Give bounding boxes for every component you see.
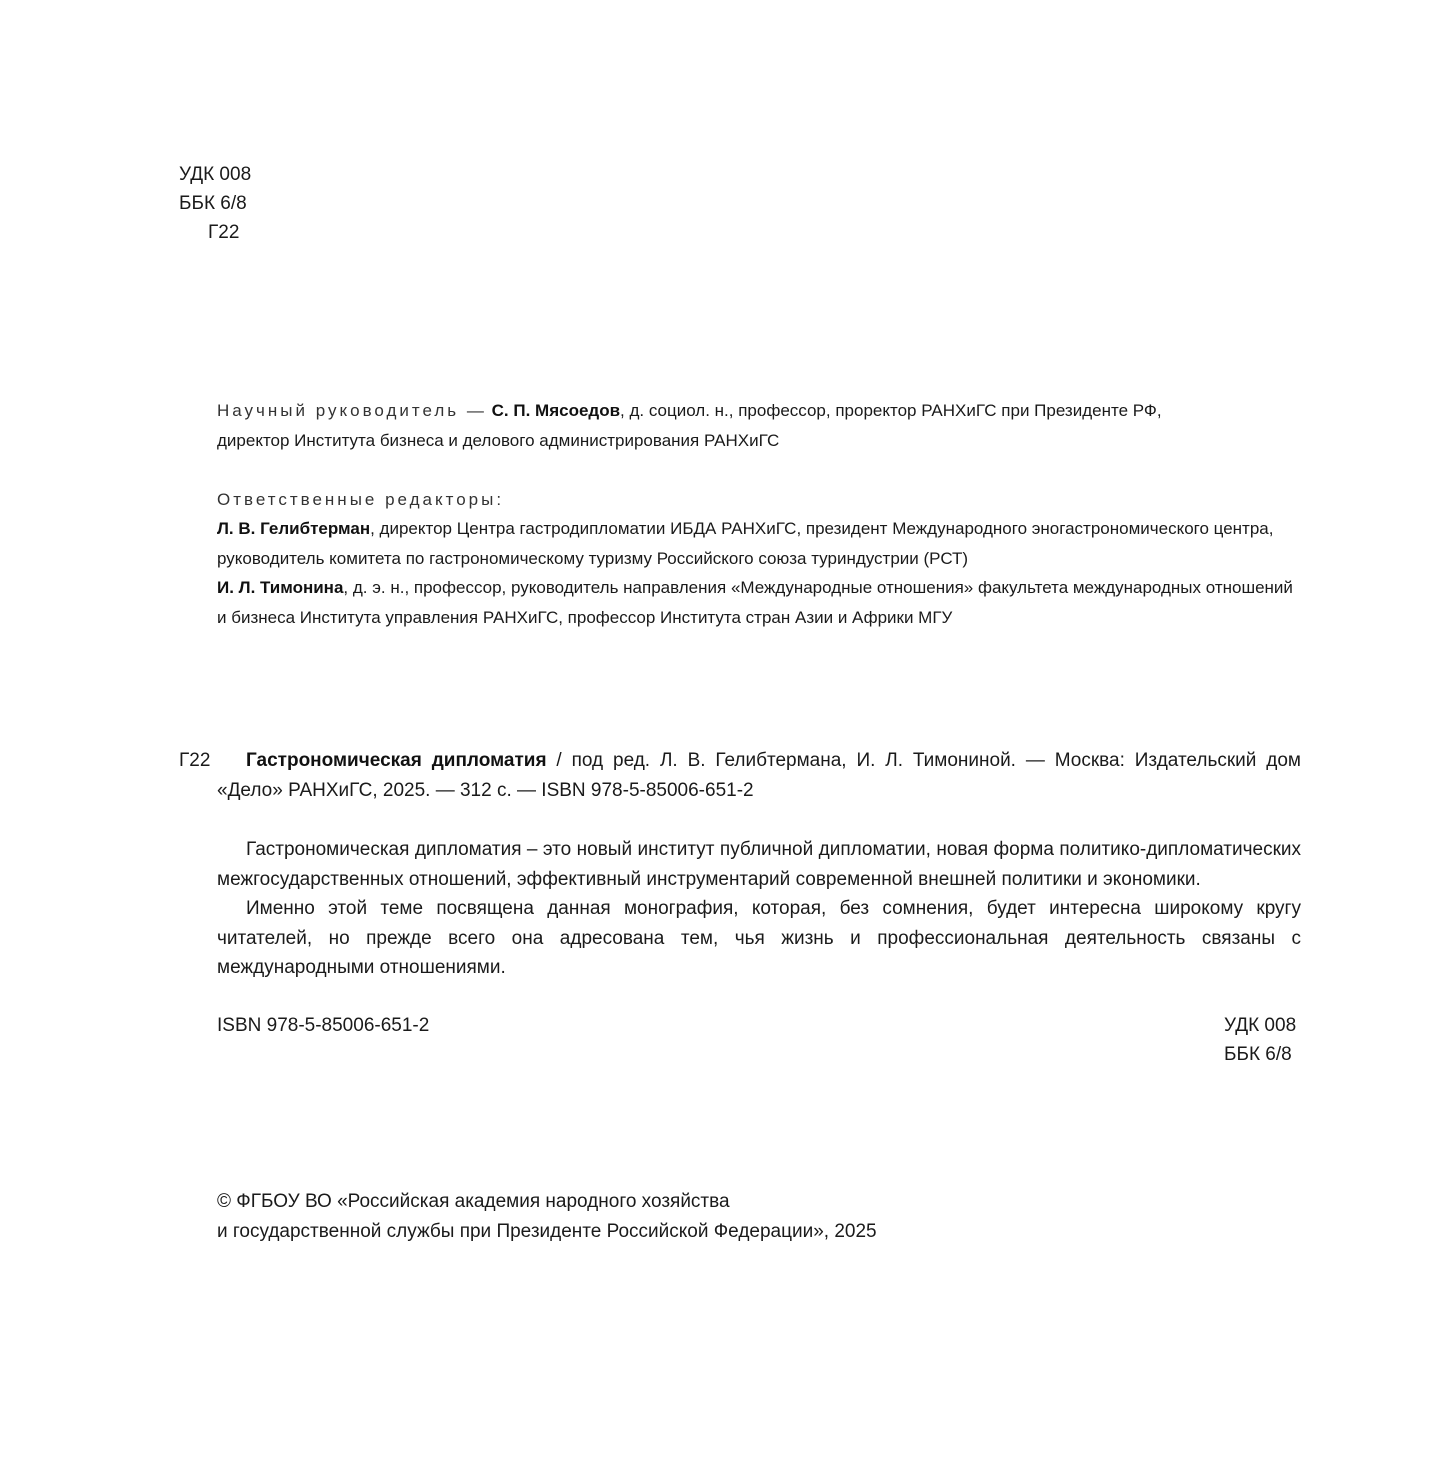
classification-block-bottom [1224,1011,1296,1069]
bbk-code: ББК 6/8 [179,193,247,214]
biblio-author-sign: Г22 [179,750,211,771]
bbk-code: ББК 6/8 [1224,1044,1292,1065]
copyright-line: и государственной службы при Президенте Российской Федерации», 2025 [217,1220,877,1242]
supervisor-line [217,396,1307,426]
editor-entry [217,573,1307,632]
supervisor-role: Научный руководитель — [217,401,487,420]
supervisor-details-2: директор Института бизнеса и делового администрирования РАНХиГС [217,430,780,450]
classification-block-top [179,160,251,247]
udk-code: УДК 008 [1224,1015,1297,1036]
udk-code: УДК 008 [179,164,252,185]
supervisor-details: , д. социол. н., профессор, проректор РАНХиГС при Президенте РФ, [620,401,1162,420]
credits-block [217,396,1307,632]
editor-entry [217,514,1307,573]
bibliographic-record [179,746,1301,805]
author-sign: Г22 [208,222,240,243]
editor-details: , директор Центра гастродипломатии ИБДА РАНХиГС, президент Международного эногастрономического центра, руководитель комитета по гастрономическому туризму Российского союза туриндустрии (РСТ) [217,519,1274,568]
abstract [217,835,1301,983]
copyright-notice [217,1187,877,1246]
abstract-paragraph: Именно этой теме посвящена данная монография, которая, без сомнения, будет интересна широкому кругу читателей, но прежде всего она адресована тем, чья жизнь и профессиональная деятельность связаны с международными отношениями. [217,898,1301,978]
book-title: Гастрономическая дипломатия [246,750,547,771]
editor-name: И. Л. Тимонина [217,578,344,597]
supervisor-name: С. П. Мясоедов [491,401,621,420]
editor-details: , д. э. н., профессор, руководитель направления «Международные отношения» факультета международных отношений и бизнеса Института управления РАНХиГС, профессор Института стран Азии и Африки МГУ [217,578,1293,627]
biblio-details: / под ред. Л. В. Гелибтермана, И. Л. Тимониной. — Москва: Издательский дом «Дело» РАНХиГС, 2025. — 312 с. — ISBN 978-5-85006-651-2 [217,750,1301,801]
isbn: ISBN 978-5-85006-651-2 [217,1015,430,1036]
biblio-entry [179,746,1301,805]
abstract-paragraph: Гастрономическая дипломатия – это новый институт публичной дипломатии, новая форма политико-дипломатических межгосударственных отношений, эффективный инструментарий современной внешней политики и экономики. [217,839,1301,890]
editor-name: Л. В. Гелибтерман [217,519,371,538]
editors-heading: Ответственные редакторы: [217,489,505,509]
copyright-line: © ФГБОУ ВО «Российская академия народного хозяйства [217,1191,730,1212]
